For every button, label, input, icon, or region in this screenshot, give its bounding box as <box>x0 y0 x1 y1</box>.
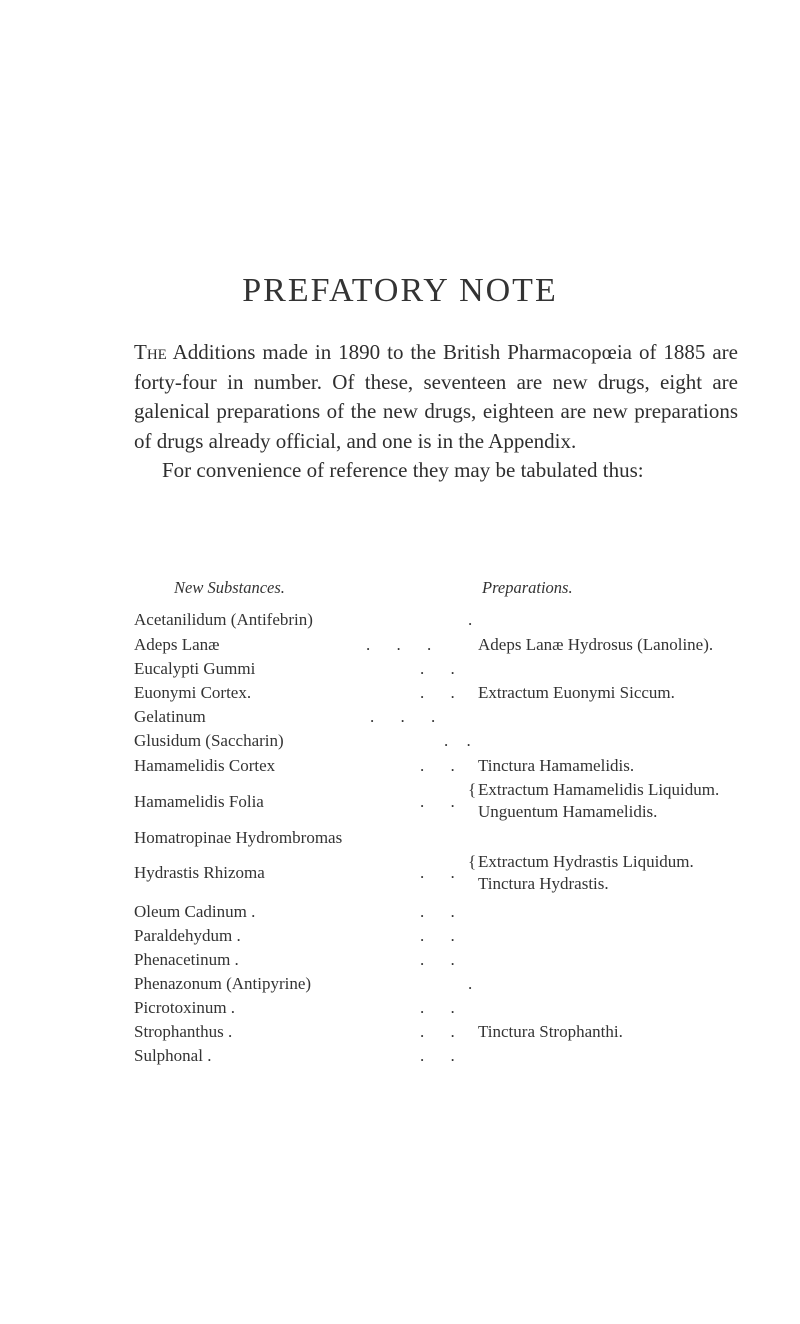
brace-top: { <box>468 780 477 799</box>
leader-dots: . . <box>420 1046 455 1065</box>
table-row <box>134 1022 754 1044</box>
table-row <box>134 707 754 729</box>
paragraph-2: For convenience of reference they may be tabulated thus: <box>162 458 644 482</box>
substance-name: Gelatinum <box>134 707 206 726</box>
substance-name: Sulphonal . <box>134 1046 212 1065</box>
substance-name: Hamamelidis Cortex <box>134 756 276 775</box>
substance-name: Picrotoxinum . <box>134 998 236 1017</box>
table-row <box>134 852 754 898</box>
substance-name: Eucalypti Gummi <box>134 659 256 678</box>
leader-dots: . <box>468 974 473 993</box>
substance-name: Acetanilidum (Antifebrin) <box>134 610 313 629</box>
preparation-name: Extractum Hydrastis Liquidum. <box>478 852 694 871</box>
leader-dots: . . . <box>366 635 432 654</box>
substance-name: Glusidum (Saccharin) <box>134 731 284 750</box>
table-row <box>134 926 754 948</box>
table-row <box>134 610 754 632</box>
paragraph-1-body: Additions made in 1890 to the British Pharmacopœia of 1885 are forty-four in number. Of these, seventeen are new drugs, eight are galenical preparations of the new drugs, eighteen are new preparations of drugs already official, and one is in the Appendix. <box>134 340 738 453</box>
preparation-name: Unguentum Hamamelidis. <box>478 802 658 821</box>
leader-dots: . . <box>420 902 455 921</box>
preparation-name: Tinctura Strophanthi. <box>478 1022 623 1041</box>
col2-header: Preparations. <box>482 578 573 597</box>
paragraph-1-lead: The <box>134 340 167 364</box>
table-row <box>134 635 754 657</box>
substance-name: Oleum Cadinum . <box>134 902 256 921</box>
table-row <box>134 756 754 778</box>
table-row <box>134 731 754 753</box>
leader-dots: . . <box>420 926 455 945</box>
preparation-name: Adeps Lanæ Hydrosus (Lanoline). <box>478 635 714 654</box>
preparation-name: Extractum Hamamelidis Liquidum. <box>478 780 720 799</box>
leader-dots: . . <box>420 792 455 811</box>
substance-name: Adeps Lanæ <box>134 635 220 654</box>
leader-dots: . . <box>420 1022 455 1041</box>
page-title: PREFATORY NOTE <box>242 272 558 309</box>
table-row <box>134 974 754 996</box>
substance-name: Hamamelidis Folia <box>134 792 264 811</box>
substance-name: Hydrastis Rhizoma <box>134 863 265 882</box>
substance-name: Homatropinae Hydrombromas <box>134 828 343 847</box>
substance-name: Phenazonum (Antipyrine) <box>134 974 312 993</box>
preparation-name: Extractum Euonymi Siccum. <box>478 683 675 702</box>
paragraph-1 <box>134 338 738 456</box>
substance-name: Phenacetinum . <box>134 950 239 969</box>
preparation-name: Tinctura Hamamelidis. <box>478 756 635 775</box>
col1-header: New Substances. <box>174 578 285 597</box>
brace-top: { <box>468 852 477 871</box>
leader-dots: . . <box>420 659 455 678</box>
substance-name: Euonymi Cortex. <box>134 683 252 702</box>
leader-dots: . . <box>420 683 455 702</box>
table-row <box>134 780 754 826</box>
table-row <box>134 998 754 1020</box>
table-row <box>134 1046 754 1068</box>
substance-name: Paraldehydum . <box>134 926 241 945</box>
leader-dots: . . <box>444 731 471 750</box>
leader-dots: . <box>468 610 473 629</box>
leader-dots: . . . <box>370 707 436 726</box>
leader-dots: . . <box>420 950 455 969</box>
leader-dots: . . <box>420 756 455 775</box>
table-row <box>134 659 754 681</box>
leader-dots: . . <box>420 863 455 882</box>
leader-dots: . . <box>420 998 455 1017</box>
table-row <box>134 828 754 850</box>
table-row <box>134 902 754 924</box>
substance-name: Strophanthus . <box>134 1022 233 1041</box>
intro-text <box>134 338 738 486</box>
table-row <box>134 950 754 972</box>
table-row <box>134 683 754 705</box>
preparation-name: Tinctura Hydrastis. <box>478 874 609 893</box>
